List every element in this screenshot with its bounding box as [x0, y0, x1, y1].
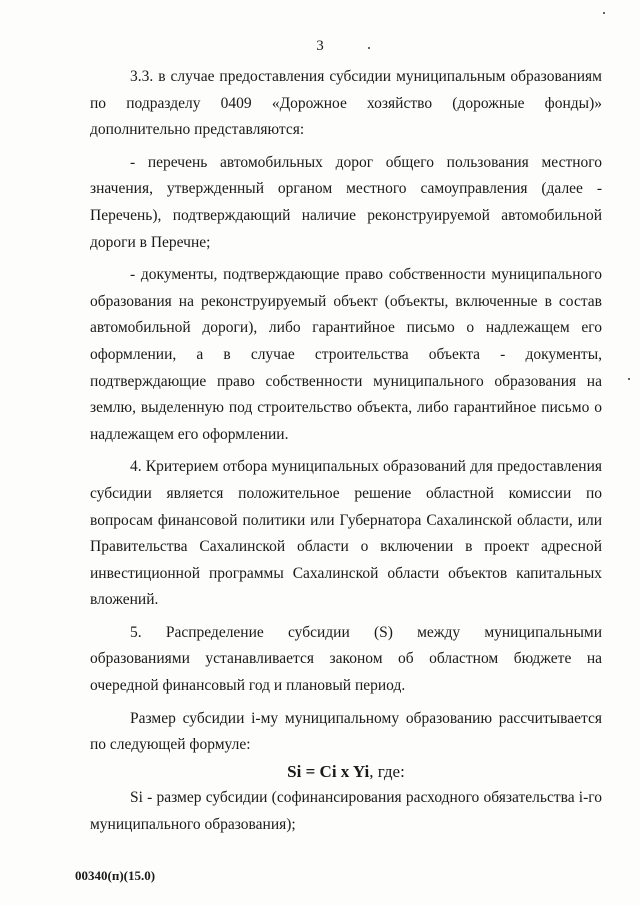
- page-number: 3: [316, 38, 324, 54]
- scan-speck: [628, 378, 630, 380]
- formula-suffix: , где:: [369, 761, 405, 781]
- formula-expression: Si = Ci x Yi: [287, 761, 370, 781]
- paragraph-4-criterion: 4. Критерием отбора муниципальных образований для предоставления субсидии является положительное решение областной комиссии по вопросам финансовой политики или Губернатора Сахалинской области, или Правительства Сахалинской области о включении в проект адресной инвестиционной программы Сахалинской области объектов капитальных вложений.: [90, 458, 602, 609]
- paragraph-road-list: - перечень автомобильных дорог общего пользования местного значения, утвержденный органом местного самоуправления (далее - Перечень), подтверждающий наличие реконструируемой автомобильной дороги в Перечне;: [90, 153, 602, 251]
- scan-speck: [368, 47, 370, 49]
- paragraph-formula-intro: Размер субсидии i-му муниципальному образованию рассчитывается по следующей формуле:: [90, 709, 602, 754]
- document-code: 00340(п)(15.0): [75, 868, 156, 883]
- document-body: [90, 64, 602, 839]
- paragraph-ownership-documents: - документы, подтверждающие право собственности муниципального образования на реконструируемый объект (объекты, включенные в состав автомобильной дороги), либо гарантийное письмо о надлежащем его оформлении, а в случае строительства объекта - документы, подтверждающие право собственности муниципального образования на землю, выделенную под строительство объекта, либо гарантийное письмо о надлежащем его оформлении.: [90, 266, 602, 443]
- paragraph-5-distribution: 5. Распределение субсидии (S) между муниципальными образованиями устанавливается законом об областном бюджете на очередной финансовый год и плановый период.: [90, 623, 602, 695]
- subsidy-formula: [90, 759, 602, 786]
- paragraph-3-3: 3.3. в случае предоставления субсидии муниципальным образованиям по подразделу 0409 «Дорожное хозяйство (дорожные фонды)» дополнительно представляются:: [90, 68, 602, 139]
- definition-si: Si - размер субсидии (софинансирования расходного обязательства i-го муниципального образования);: [90, 789, 602, 834]
- scan-speck: [603, 12, 605, 14]
